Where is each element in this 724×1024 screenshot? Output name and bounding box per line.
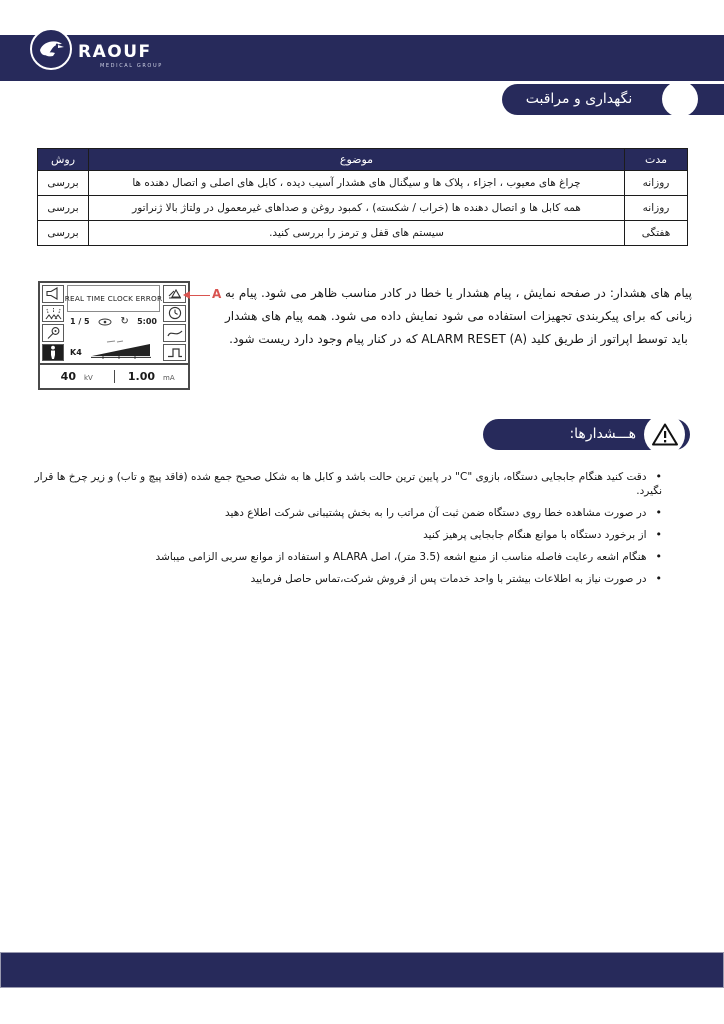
radiation-field-icon	[42, 305, 64, 323]
rotate-icon: ↻	[120, 316, 129, 327]
duration-cell: هفتگی	[625, 221, 688, 246]
alarm-message-box	[64, 285, 163, 312]
warnings-list	[30, 470, 662, 594]
mode-label: K4	[70, 348, 82, 357]
subject-cell: سیستم های قفل و ترمز را بررسی کنید.	[89, 221, 625, 246]
table-row	[38, 221, 688, 246]
callout-arrow-line	[189, 295, 210, 296]
ma-unit: mA	[163, 374, 175, 382]
warning-item: • دقت کنید هنگام جابجایی دستگاه، بازوی "C" در پایین ترین حالت باشد و کابل ها به شکل صحیح جمع شده (فاقد پیچ و تاب) و زیر چرخ ها قرار نگیرد.	[30, 470, 662, 498]
kv-readout	[40, 370, 115, 383]
ma-value: 1.00	[127, 370, 156, 383]
duration-cell: روزانه	[625, 171, 688, 196]
pulse-step-icon	[163, 344, 186, 362]
bird-icon	[36, 36, 66, 62]
duration-cell: روزانه	[625, 196, 688, 221]
subject-cell: همه کابل ها و اتصال دهنده ها (خراب / شکسته) ، کمبود روغن و صداهای غیرمعمول در ولتاژ بالا ژنراتور	[89, 196, 625, 221]
left-icon-column	[40, 283, 66, 363]
warning-item: • هنگام اشعه رعایت فاصله مناسب از منبع اشعه (3.5 متر)، اصل ALARA و استفاده از موانع سربی الزامی میباشد	[30, 550, 662, 564]
exposure-counter: 1 / 5	[70, 317, 90, 326]
dose-ramp-icon	[89, 340, 153, 359]
warning-badge-circle	[644, 414, 685, 455]
timer-value: 5:00	[137, 317, 157, 326]
logo-circle	[30, 28, 72, 70]
alarm-paragraph: پیام های هشدار: در صفحه نمایش ، پیام هشدار یا خطا در کادر مناسب ظاهر می شود. پیام به زبانی که برای پیکربندی تجهیزات استفاده می شود نمایش داده می شود. همه پیام های هشدار باید توسط اپراتور از طریق کلید ALARM RESET (A) که در کنار پیام وجود دارد ریست شود.	[225, 286, 692, 346]
warning-item: • از برخورد دستگاه با موانع هنگام جابجایی پرهیز کنید	[30, 528, 662, 542]
method-cell: بررسی	[38, 221, 89, 246]
table-row	[38, 196, 688, 221]
k4-row	[67, 327, 160, 361]
table-header-row	[38, 149, 688, 171]
status-row	[67, 312, 160, 327]
brand-name: RAOUF	[78, 42, 152, 62]
header-cell-method: روش	[38, 149, 89, 171]
speaker-icon	[42, 285, 64, 303]
warning-item: • در صورت مشاهده خطا روی دستگاه ضمن ثبت آن مراتب را به بخش پشتیبانی شرکت اطلاع دهید	[30, 506, 662, 520]
maintenance-table	[37, 148, 688, 246]
ma-readout	[115, 370, 189, 383]
method-cell: بررسی	[38, 196, 89, 221]
pill-notch-circle	[662, 81, 698, 117]
exposure-values-bar	[40, 363, 188, 388]
footer-bar	[0, 952, 724, 988]
device-screen-figure	[38, 281, 190, 390]
table-row	[38, 171, 688, 196]
section-title: نگهداری و مراقبت	[525, 91, 633, 107]
brand-subtitle: MEDICAL GROUP	[100, 63, 163, 69]
warning-triangle-icon	[651, 422, 679, 447]
brand-logo	[30, 28, 72, 70]
subject-cell: چراغ های معیوب ، اجزاء ، پلاک ها و سیگنال های هشدار آسیب دیده ، کابل های اصلی و اتصال دهنده ها	[89, 171, 625, 196]
patient-icon	[42, 344, 64, 362]
screen-center	[66, 283, 161, 363]
hand-switch-icon	[42, 324, 64, 342]
callout-arrow-head	[183, 291, 190, 299]
warning-item: • در صورت نیاز به اطلاعات بیشتر با واحد خدمات پس از فروش شرکت،تماس حاصل فرمایید	[30, 572, 662, 586]
warnings-title: هـــشدارها:	[569, 426, 636, 442]
method-cell: بررسی	[38, 171, 89, 196]
kv-value: 40	[60, 370, 76, 383]
header-cell-duration: مدت	[625, 149, 688, 171]
alarm-message: REAL TIME CLOCK ERROR	[64, 294, 163, 303]
clock-icon	[163, 305, 186, 323]
callout-label-a: A	[212, 287, 222, 301]
curve-icon	[163, 324, 186, 342]
kv-unit: kV	[83, 374, 93, 382]
header-cell-subject: موضوع	[89, 149, 625, 171]
eye-icon	[98, 318, 112, 326]
